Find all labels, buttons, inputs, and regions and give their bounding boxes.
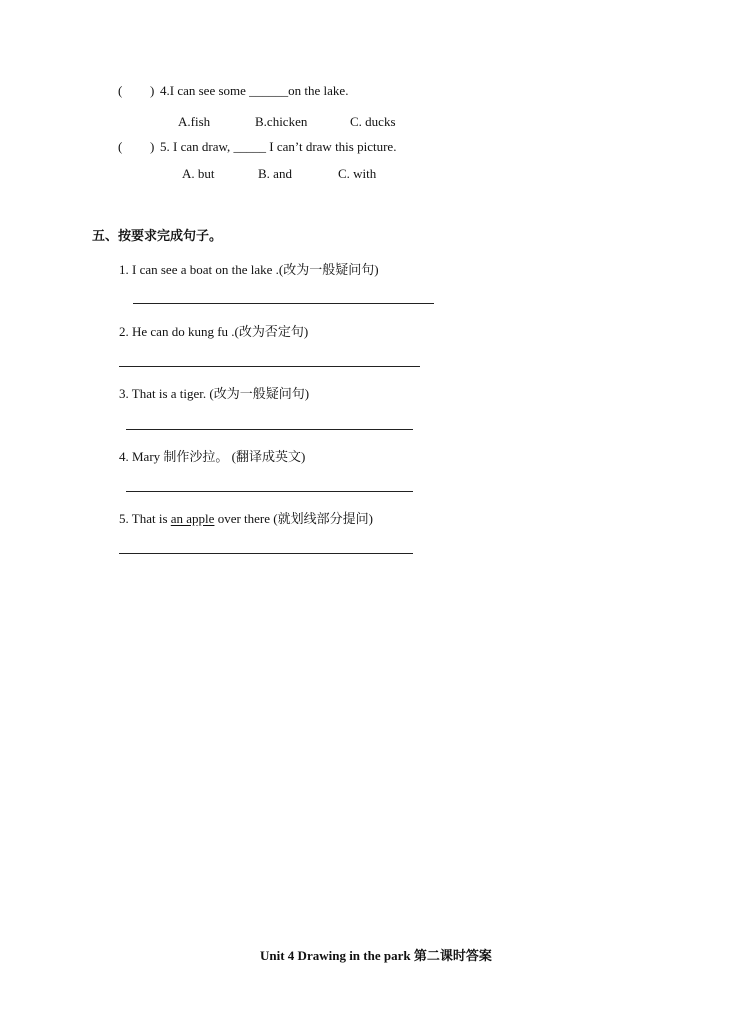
answer-line-2[interactable]: [119, 366, 420, 367]
q4-option-c: C. ducks: [350, 114, 396, 129]
underlined-phrase: an apple: [170, 511, 215, 526]
q5-option-c: C. with: [338, 166, 377, 181]
answer-line-5[interactable]: [119, 553, 413, 554]
q5-paren-open: (: [118, 139, 123, 154]
sentence-item-5: [119, 508, 373, 527]
answer-line-4[interactable]: [126, 491, 413, 492]
sentence-item-1: 1. I can see a boat on the lake .(改为一般疑问句): [119, 262, 379, 277]
sentence-item-3: 3. That is a tiger. (改为一般疑问句): [119, 386, 310, 401]
sentence-item-5-after: over there (就划线部分提问): [214, 511, 373, 526]
answer-line-3[interactable]: [126, 429, 413, 430]
q4-option-b: B.chicken: [255, 114, 308, 129]
q4-stem: 4.I can see some ______on the lake.: [160, 83, 349, 98]
footer-title: Unit 4 Drawing in the park 第二课时答案: [260, 948, 492, 963]
q5-option-b: B. and: [258, 166, 292, 181]
q5-option-a: A. but: [182, 166, 215, 181]
sentence-item-4: 4. Mary 制作沙拉。 (翻译成英文): [119, 449, 306, 464]
q4-paren-open: (: [118, 83, 123, 98]
sentence-item-2: 2. He can do kung fu .(改为否定句): [119, 324, 309, 339]
q4-paren-close: ): [150, 83, 155, 98]
answer-line-1[interactable]: [133, 303, 434, 304]
section-5-heading: 五、按要求完成句子。: [92, 228, 223, 243]
q5-paren-close: ): [150, 139, 155, 154]
q5-stem: 5. I can draw, _____ I can’t draw this picture.: [160, 139, 397, 154]
q4-option-a: A.fish: [178, 114, 211, 129]
sentence-item-5-before: 5. That is: [119, 511, 171, 526]
